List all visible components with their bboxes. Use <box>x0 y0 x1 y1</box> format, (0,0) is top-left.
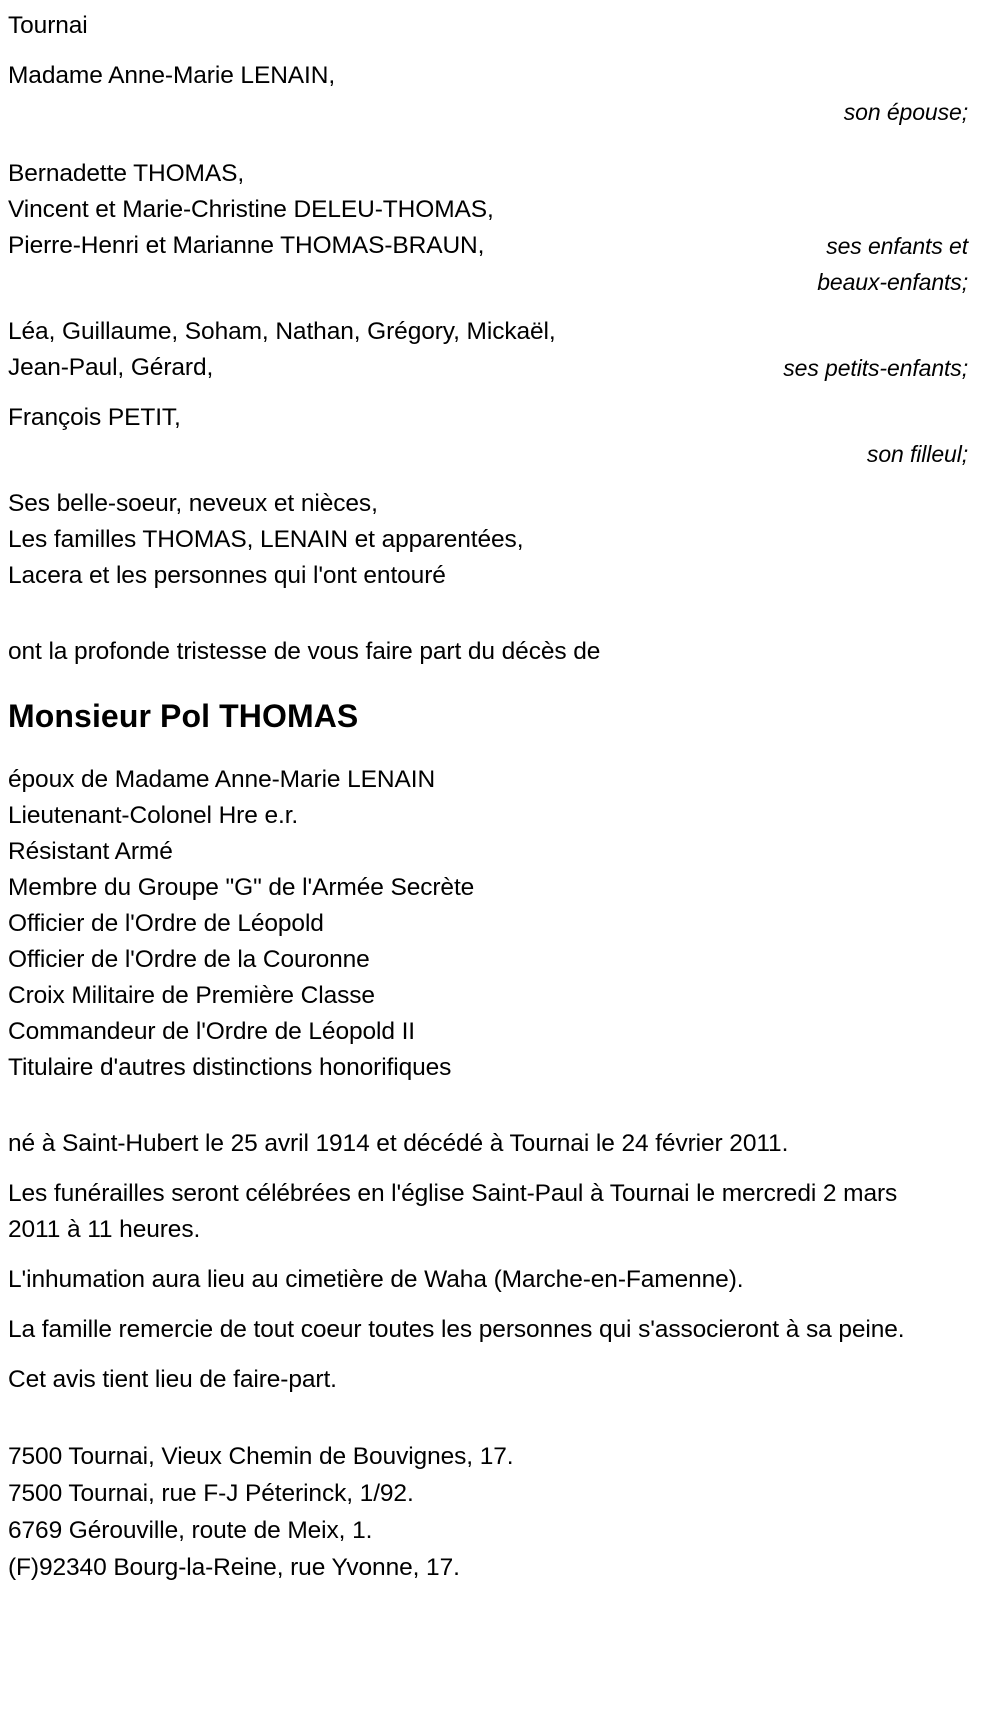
spacer <box>8 386 968 400</box>
title-line: Membre du Groupe "G" de l'Armée Secrète <box>8 874 475 901</box>
spacer <box>8 1248 968 1262</box>
names-column <box>8 314 556 386</box>
address-line: 7500 Tournai, Vieux Chemin de Bouvignes, 17. <box>8 1443 514 1470</box>
city-label: Tournai <box>8 12 88 39</box>
family-member-name: Léa, Guillaume, Soham, Nathan, Grégory, Mickaël, <box>8 318 556 345</box>
names-column <box>8 58 335 94</box>
spacer <box>8 44 968 58</box>
spacer <box>8 300 968 314</box>
other-relatives-line: Lacera et les personnes qui l'ont entouré <box>8 562 446 589</box>
announcement-lead: ont la profonde tristesse de vous faire part du décès de <box>8 638 601 665</box>
other-relatives-line: Ses belle-soeur, neveux et nièces, <box>8 490 378 517</box>
family-member-name: Bernadette THOMAS, <box>8 160 245 187</box>
title-line: Lieutenant-Colonel Hre e.r. <box>8 802 299 829</box>
title-line: époux de Madame Anne-Marie LENAIN <box>8 766 436 793</box>
funeral-paragraph: Les funérailles seront célébrées en l'église Saint-Paul à Tournai le mercredi 2 mars 2011 à 11 heures. <box>8 1180 898 1243</box>
title-line: Titulaire d'autres distinctions honorifiques <box>8 1054 452 1081</box>
notice-in-lieu-paragraph: Cet avis tient lieu de faire-part. <box>8 1366 337 1393</box>
spacer <box>8 736 968 762</box>
address-line: 7500 Tournai, rue F-J Péterinck, 1/92. <box>8 1480 414 1507</box>
address-line: (F)92340 Bourg-la-Reine, rue Yvonne, 17. <box>8 1554 460 1581</box>
address-list <box>8 1438 968 1586</box>
address-line: 6769 Gérouville, route de Meix, 1. <box>8 1517 373 1544</box>
family-group-grandchildren <box>8 314 968 386</box>
names-column <box>8 156 494 264</box>
spacer <box>8 1348 968 1362</box>
family-member-name: Jean-Paul, Gérard, <box>8 354 214 381</box>
relation-column <box>867 400 968 472</box>
thanks-paragraph: La famille remercie de tout coeur toutes les personnes qui s'associeront à sa peine. <box>8 1316 905 1343</box>
relation-column <box>844 58 968 130</box>
deceased-name: Monsieur Pol THOMAS <box>8 698 359 734</box>
relation-label: ses enfants et <box>826 233 968 259</box>
title-line: Officier de l'Ordre de la Couronne <box>8 946 370 973</box>
family-member-name: Madame Anne-Marie LENAIN, <box>8 62 336 89</box>
spacer <box>8 594 968 634</box>
spacer <box>8 1086 968 1126</box>
spacer <box>8 1398 968 1438</box>
family-member-name: Pierre-Henri et Marianne THOMAS-BRAUN, <box>8 232 485 259</box>
relation-column <box>817 156 968 300</box>
family-group-children <box>8 156 968 300</box>
title-line: Croix Militaire de Première Classe <box>8 982 375 1009</box>
spacer <box>8 1298 968 1312</box>
relation-label: beaux-enfants; <box>817 269 968 295</box>
titles-list <box>8 762 968 1086</box>
spacer <box>8 130 968 156</box>
spacer <box>8 1162 968 1176</box>
spacer <box>8 472 968 486</box>
burial-paragraph: L'inhumation aura lieu au cimetière de Waha (Marche-en-Famenne). <box>8 1266 744 1293</box>
spacer <box>8 670 968 696</box>
relation-label: ses petits-enfants; <box>783 355 968 381</box>
names-column <box>8 400 181 436</box>
relation-column <box>783 314 968 386</box>
birth-death-line: né à Saint-Hubert le 25 avril 1914 et décédé à Tournai le 24 février 2011. <box>8 1130 789 1157</box>
other-relatives-line: Les familles THOMAS, LENAIN et apparentées, <box>8 526 524 553</box>
family-member-name: François PETIT, <box>8 404 181 431</box>
other-relatives-group <box>8 486 968 594</box>
family-member-name: Vincent et Marie-Christine DELEU-THOMAS, <box>8 196 494 223</box>
relation-label: son filleul; <box>866 441 968 467</box>
title-line: Résistant Armé <box>8 838 173 865</box>
relation-label: son épouse; <box>843 99 968 125</box>
title-line: Commandeur de l'Ordre de Léopold II <box>8 1018 416 1045</box>
family-group-godson <box>8 400 968 472</box>
title-line: Officier de l'Ordre de Léopold <box>8 910 324 937</box>
family-group-spouse <box>8 58 968 130</box>
